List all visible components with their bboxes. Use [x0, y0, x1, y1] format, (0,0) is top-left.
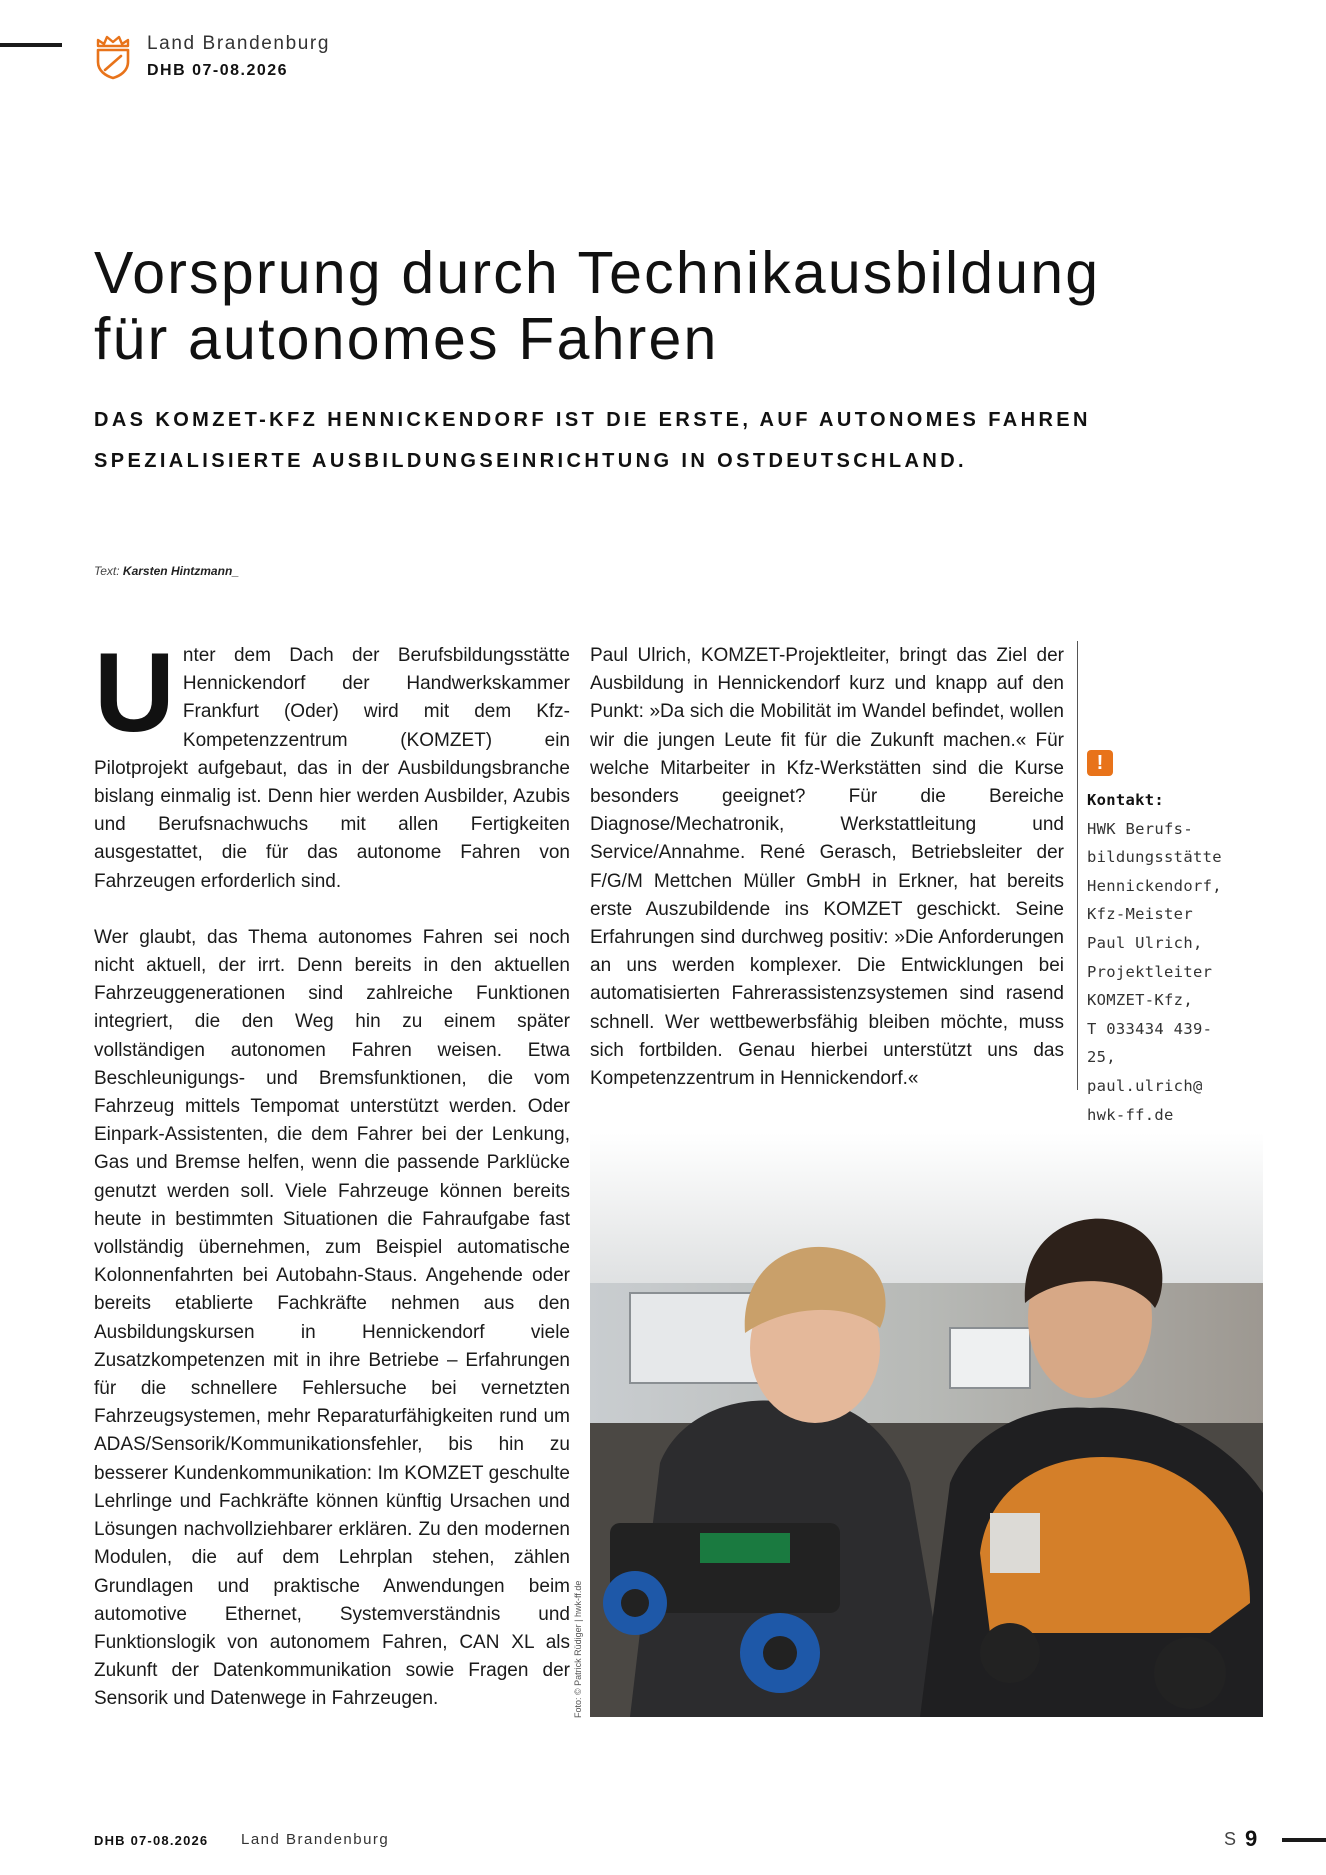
contact-line: hwk-ff.de — [1087, 1105, 1174, 1124]
page-prefix: S — [1224, 1829, 1237, 1849]
contact-line: Hennickendorf, — [1087, 876, 1222, 895]
contact-box — [1087, 786, 1237, 1129]
contact-line: KOMZET-Kfz, — [1087, 991, 1193, 1010]
paragraph-3: Paul Ulrich, KOMZET-Projektleiter, bringt das Ziel der Ausbildung in Hennickendorf kurz und knapp auf den Punkt: »Da sich die Mobilität im Wandel befindet, wollen wir die jungen Leute fit für die Zukunft machen.« Für welche Mitarbeiter in Kfz-Werkstätten sind die Kurse besonders geeignet? Für die Bereiche Diagnose/Mechatronik, Werkstattleitung und Service/Annahme. René Gerasch, Betriebsleiter der F/G/M Mettchen Müller GmbH in Erkner, hat bereits erste Auszubildende ins KOMZET geschickt. Seine Erfahrungen sind durchweg positiv: »Die Anforderungen an uns werden komplexer. Die Entwicklungen bei automatisierten Fahrerassistenzsystemen sind rasend schnell. Wer wettbewerbsfähig bleiben möchte, muss sich fortbilden. Genau hierbei unterstützt uns das Kompetenzzentrum in Hennickendorf.« — [590, 645, 1064, 1090]
brandenburg-crest-icon — [94, 34, 132, 80]
article-title — [94, 240, 1274, 372]
byline — [94, 564, 239, 578]
byline-author: Karsten Hintzmann_ — [122, 564, 239, 578]
drop-cap: U — [94, 630, 175, 755]
footer-region: Land Brandenburg — [241, 1831, 390, 1848]
contact-line: Projektleiter — [1087, 962, 1213, 981]
byline-label: Text: — [94, 564, 120, 578]
bottom-right-rule — [1282, 1838, 1326, 1842]
subtitle-line-1: DAS KOMZET-KFZ HENNICKENDORF IST DIE ERSTE, AUF AUTONOMES FAHREN — [94, 409, 1091, 431]
article-photo — [590, 1133, 1263, 1717]
paragraph-2: Wer glaubt, das Thema autonomes Fahren sei noch nicht aktuell, der irrt. Denn bereits in den aktuellen Fahrzeuggenerationen sind zahlreiche Funktionen integriert, die den Weg hin zu einem später vollständigen autonomen Fahren weisen. Etwa Beschleunigungs- und Bremsfunktionen, die vom Fahrzeug mittels Tempomat unterstützt werden. Oder Einpark-Assistenten, die dem Fahrer bei der Lenkung, Gas und Bremse helfen, wenn die passende Parklücke genutzt werden soll. Viele Fahrzeuge können bereits heute in bestimmten Situationen die Fahraufgabe fast vollständig übernehmen, zum Beispiel automatische Kolonnenfahrten bei Autobahn-Staus. Angehende oder bereits etablierte Fachkräfte nehmen aus den Ausbildungskursen in Hennickendorf viele Zusatzkompetenzen mit in ihre Betriebe – Erfahrungen für die schnellere Fehlersuche bei vernetzten Fahrzeugsystemen, mehr Reparaturfähigkeiten rund um ADAS/Sensorik/Kommunikationsfehler, bis hin zu besserer Kundenkommunikation: Im KOMZET geschulte Lehrlinge und Fachkräfte können künftig Ursachen und Lösungen nachvollziehbarer erklären. Zu den modernen Modulen, die auf dem Lehrplan stehen, zählen Grundlagen und praktische Anwendungen beim automotive Ethernet, Systemverständnis und Funktionslogik von autonomem Fahren, CAN XL als Zukunft der Datenkommunikation sowie Fragen der Sensorik und Datenwege in Fahrzeugen. — [94, 926, 570, 1710]
contact-line: bildungsstätte — [1087, 848, 1222, 867]
article-subtitle — [94, 400, 1244, 482]
header-issue: DHB 07-08.2026 — [147, 62, 289, 79]
title-line-2: für autonomes Fahren — [94, 306, 719, 372]
top-left-rule — [0, 43, 62, 47]
contact-line: paul.ulrich@ — [1087, 1076, 1203, 1095]
article-column-1 — [94, 630, 570, 1714]
title-line-1: Vorsprung durch Technikausbildung — [94, 240, 1101, 306]
contact-line: T 033434 439-25, — [1087, 1019, 1213, 1067]
contact-line: Kfz-Meister — [1087, 905, 1193, 924]
subtitle-line-2: SPEZIALISIERTE AUSBILDUNGSEINRICHTUNG IN OSTDEUTSCHLAND. — [94, 450, 968, 472]
exclamation-icon: ! — [1087, 750, 1113, 776]
page-number: 9 — [1245, 1826, 1258, 1851]
photo-credit: Foto: © Patrick Rüdiger | hwk-ff.de — [573, 1580, 583, 1718]
paragraph-1: nter dem Dach der Berufsbildungsstätte Hennickendorf der Handwerkskammer Frankfurt (Oder) wird mit dem Kfz-Kompetenzzentrum (KOMZET) ein Pilotprojekt aufgebaut, das in der Ausbildungsbranche bislang einmalig ist. Denn hier werden Ausbilder, Azubis und Berufsnachwuchs mit allen Fertigkeiten ausgestattet, die für das autonome Fahren von Fahrzeugen erforderlich sind. — [94, 645, 570, 892]
contact-line: Paul Ulrich, — [1087, 933, 1203, 952]
contact-line: HWK Berufs- — [1087, 819, 1193, 838]
article-column-2 — [590, 642, 1064, 1093]
contact-heading: Kontakt: — [1087, 791, 1165, 809]
footer-issue: DHB 07-08.2026 — [94, 1833, 209, 1848]
header-region: Land Brandenburg — [147, 33, 331, 54]
sidebar-divider — [1077, 641, 1078, 1090]
